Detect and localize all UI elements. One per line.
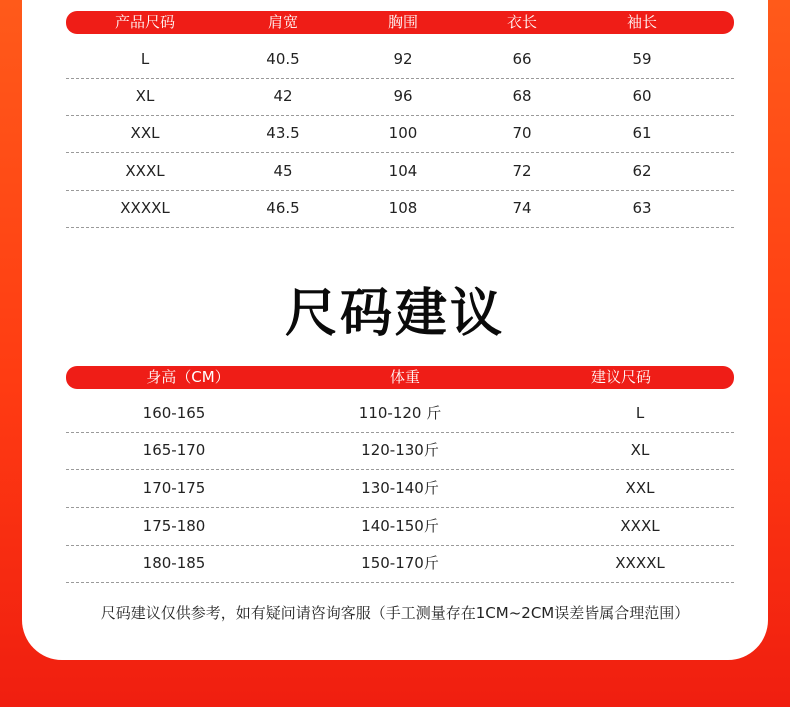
recommended-size-cell: XXXL	[620, 517, 660, 535]
length-cell: 74	[512, 199, 532, 217]
chest-cell: 100	[388, 124, 418, 142]
size-cell: XXXL	[125, 162, 165, 180]
size-cell: XXXXL	[120, 199, 170, 217]
height-cell: 165-170	[142, 441, 206, 459]
height-cell: 175-180	[142, 517, 206, 535]
size-header-chest: 胸围	[387, 13, 419, 31]
size-header-length: 衣长	[506, 13, 538, 31]
weight-cell: 140-150斤	[361, 517, 439, 535]
recommended-size-cell: XXL	[625, 479, 655, 497]
weight-cell: 150-170斤	[361, 554, 439, 572]
shoulder-cell: 42	[273, 87, 293, 105]
size-table-row	[66, 190, 734, 228]
size-table-row	[66, 115, 734, 153]
recommend-header-height: 身高（CM）	[146, 368, 230, 386]
weight-cell: 130-140斤	[361, 479, 439, 497]
size-table-header	[66, 11, 734, 34]
size-cell: L	[140, 50, 150, 68]
recommended-size-cell: XL	[630, 441, 650, 459]
length-cell: 66	[512, 50, 532, 68]
recommend-header-weight: 体重	[389, 368, 421, 386]
recommended-size-cell: XXXXL	[615, 554, 665, 572]
sleeve-cell: 62	[632, 162, 652, 180]
chest-cell: 108	[388, 199, 418, 217]
recommend-table-row	[66, 432, 734, 470]
size-disclaimer-note: 尺码建议仅供参考，如有疑问请咨询客服（手工测量存在1CM~2CM误差皆属合理范围）	[100, 604, 690, 622]
size-table-row	[66, 153, 734, 191]
sleeve-cell: 61	[632, 124, 652, 142]
recommend-header-size: 建议尺码	[590, 368, 652, 386]
recommend-table-row	[66, 508, 734, 546]
shoulder-cell: 46.5	[266, 199, 300, 217]
chest-cell: 92	[393, 50, 413, 68]
height-cell: 170-175	[142, 479, 206, 497]
recommend-title: 尺码建议	[284, 284, 505, 344]
shoulder-cell: 45	[273, 162, 293, 180]
size-header-size: 产品尺码	[114, 13, 176, 31]
recommend-table-row	[66, 545, 734, 583]
recommend-table-header	[66, 366, 734, 389]
height-cell: 160-165	[142, 404, 206, 422]
size-table-row	[66, 41, 734, 79]
chest-cell: 104	[388, 162, 418, 180]
chest-cell: 96	[393, 87, 413, 105]
recommended-size-cell: L	[635, 404, 645, 422]
size-table-row	[66, 78, 734, 116]
weight-cell: 120-130斤	[361, 441, 439, 459]
shoulder-cell: 40.5	[266, 50, 300, 68]
length-cell: 72	[512, 162, 532, 180]
size-header-shoulder: 肩宽	[267, 13, 299, 31]
recommend-table-row	[66, 395, 734, 433]
sleeve-cell: 60	[632, 87, 652, 105]
weight-cell: 110-120 斤	[358, 404, 442, 422]
height-cell: 180-185	[142, 554, 206, 572]
sleeve-cell: 59	[632, 50, 652, 68]
shoulder-cell: 43.5	[266, 124, 300, 142]
sleeve-cell: 63	[632, 199, 652, 217]
size-header-sleeve: 袖长	[626, 13, 658, 31]
recommend-table-row	[66, 470, 734, 508]
length-cell: 70	[512, 124, 532, 142]
size-cell: XL	[135, 87, 155, 105]
size-cell: XXL	[130, 124, 160, 142]
length-cell: 68	[512, 87, 532, 105]
